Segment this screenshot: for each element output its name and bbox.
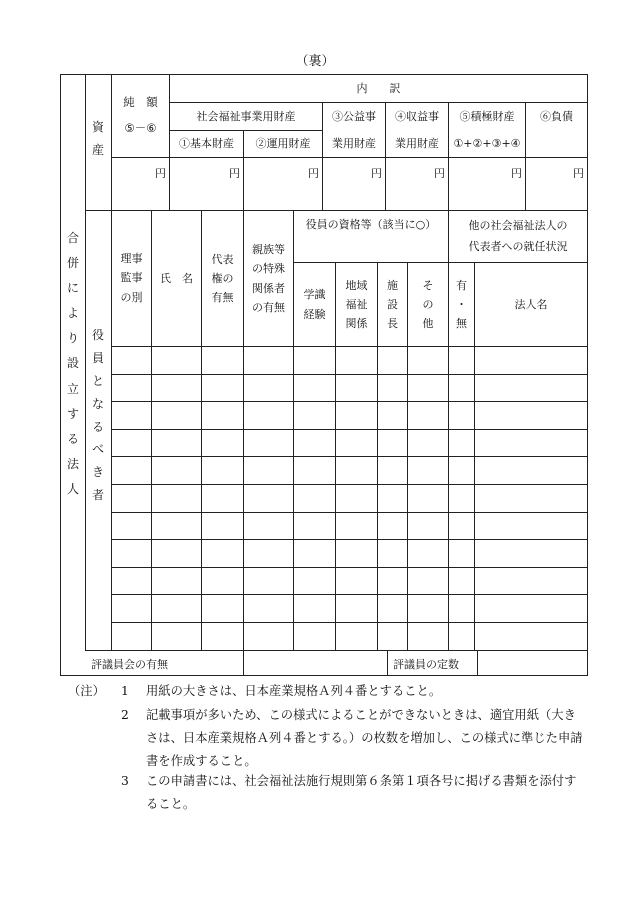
basic-property-label: ①基本財産 <box>179 137 234 151</box>
qualifications-header: 役員の資格等（該当に○） <box>305 218 437 232</box>
breakdown-label: 内 訳 <box>356 81 401 95</box>
officer-type-header: 理事 監事 の別 <box>120 252 143 304</box>
revenue-label-2: 業用財産 <box>395 137 439 151</box>
academic-header: 学識 経験 <box>303 288 326 321</box>
yen-unit: 円 <box>434 167 445 180</box>
other-corp-header: 他の社会福祉法人の 代表者への就任状況 <box>468 218 568 253</box>
public-interest-label-1: ③公益事 <box>332 109 376 123</box>
yen-unit: 円 <box>371 167 382 180</box>
facility-director-header: 施 設 長 <box>387 278 398 331</box>
assets-label: 資 産 <box>91 120 104 157</box>
note-text: 用紙の大きさは、日本産業規格Ａ列４番とすること。 <box>146 684 442 698</box>
welfare-property-label: 社会福祉事業用財産 <box>196 109 296 123</box>
relatives-header: 親族等 の特殊 関係者 の有無 <box>252 243 285 314</box>
side-label: 合 併 に よ り 設 立 す る 法 人 <box>66 231 79 496</box>
notes-label: （注） <box>68 684 105 698</box>
yen-unit: 円 <box>229 167 240 180</box>
other-header: そ の 他 <box>422 278 434 331</box>
operating-property-label: ②運用財産 <box>255 137 311 151</box>
yen-unit: 円 <box>511 167 522 180</box>
yen-unit: 円 <box>155 167 166 180</box>
positive-property-label-1: ⑤積極財産 <box>459 109 515 123</box>
note-text: 記載事項が多いため、この様式によることができないときは、適宜用紙（大きさは、日本産業規格Ａ列４番とする。）の枚数を増加し、この様式に準じた申請書を作成すること。 <box>146 708 583 768</box>
public-interest-label-2: 業用財産 <box>332 137 376 151</box>
yen-unit: 円 <box>308 167 319 180</box>
revenue-label-1: ④収益事 <box>395 109 439 123</box>
note-number: 1 <box>121 684 129 698</box>
council-presence-label: 評議員会の有無 <box>91 658 168 671</box>
yen-unit: 円 <box>573 167 584 180</box>
council-count-label: 評議員の定数 <box>393 658 459 671</box>
net-amount-label: 純 額 <box>123 95 158 110</box>
page-title: （裏） <box>295 54 335 69</box>
yes-no-header: 有 ・ 無 <box>456 278 467 331</box>
liabilities-label: ⑥負債 <box>540 109 573 123</box>
note-number: 3 <box>121 774 129 788</box>
regional-welfare-header: 地域 福祉 関係 <box>345 278 368 331</box>
corp-name-header: 法人名 <box>514 297 548 311</box>
net-amount-formula: ⑤－⑥ <box>124 121 157 136</box>
representative-header: 代表 権の 有無 <box>211 252 234 305</box>
note-number: 2 <box>121 708 129 722</box>
officer-name-header: 氏 名 <box>160 271 193 285</box>
positive-property-label-2: ①+②+③+④ <box>453 137 521 151</box>
note-text: この申請書には、社会福祉法施行規則第６条第１項各号に掲げる書類を添付すること。 <box>146 774 577 811</box>
officers-label: 役 員 と な る べ き 者 <box>91 328 104 503</box>
